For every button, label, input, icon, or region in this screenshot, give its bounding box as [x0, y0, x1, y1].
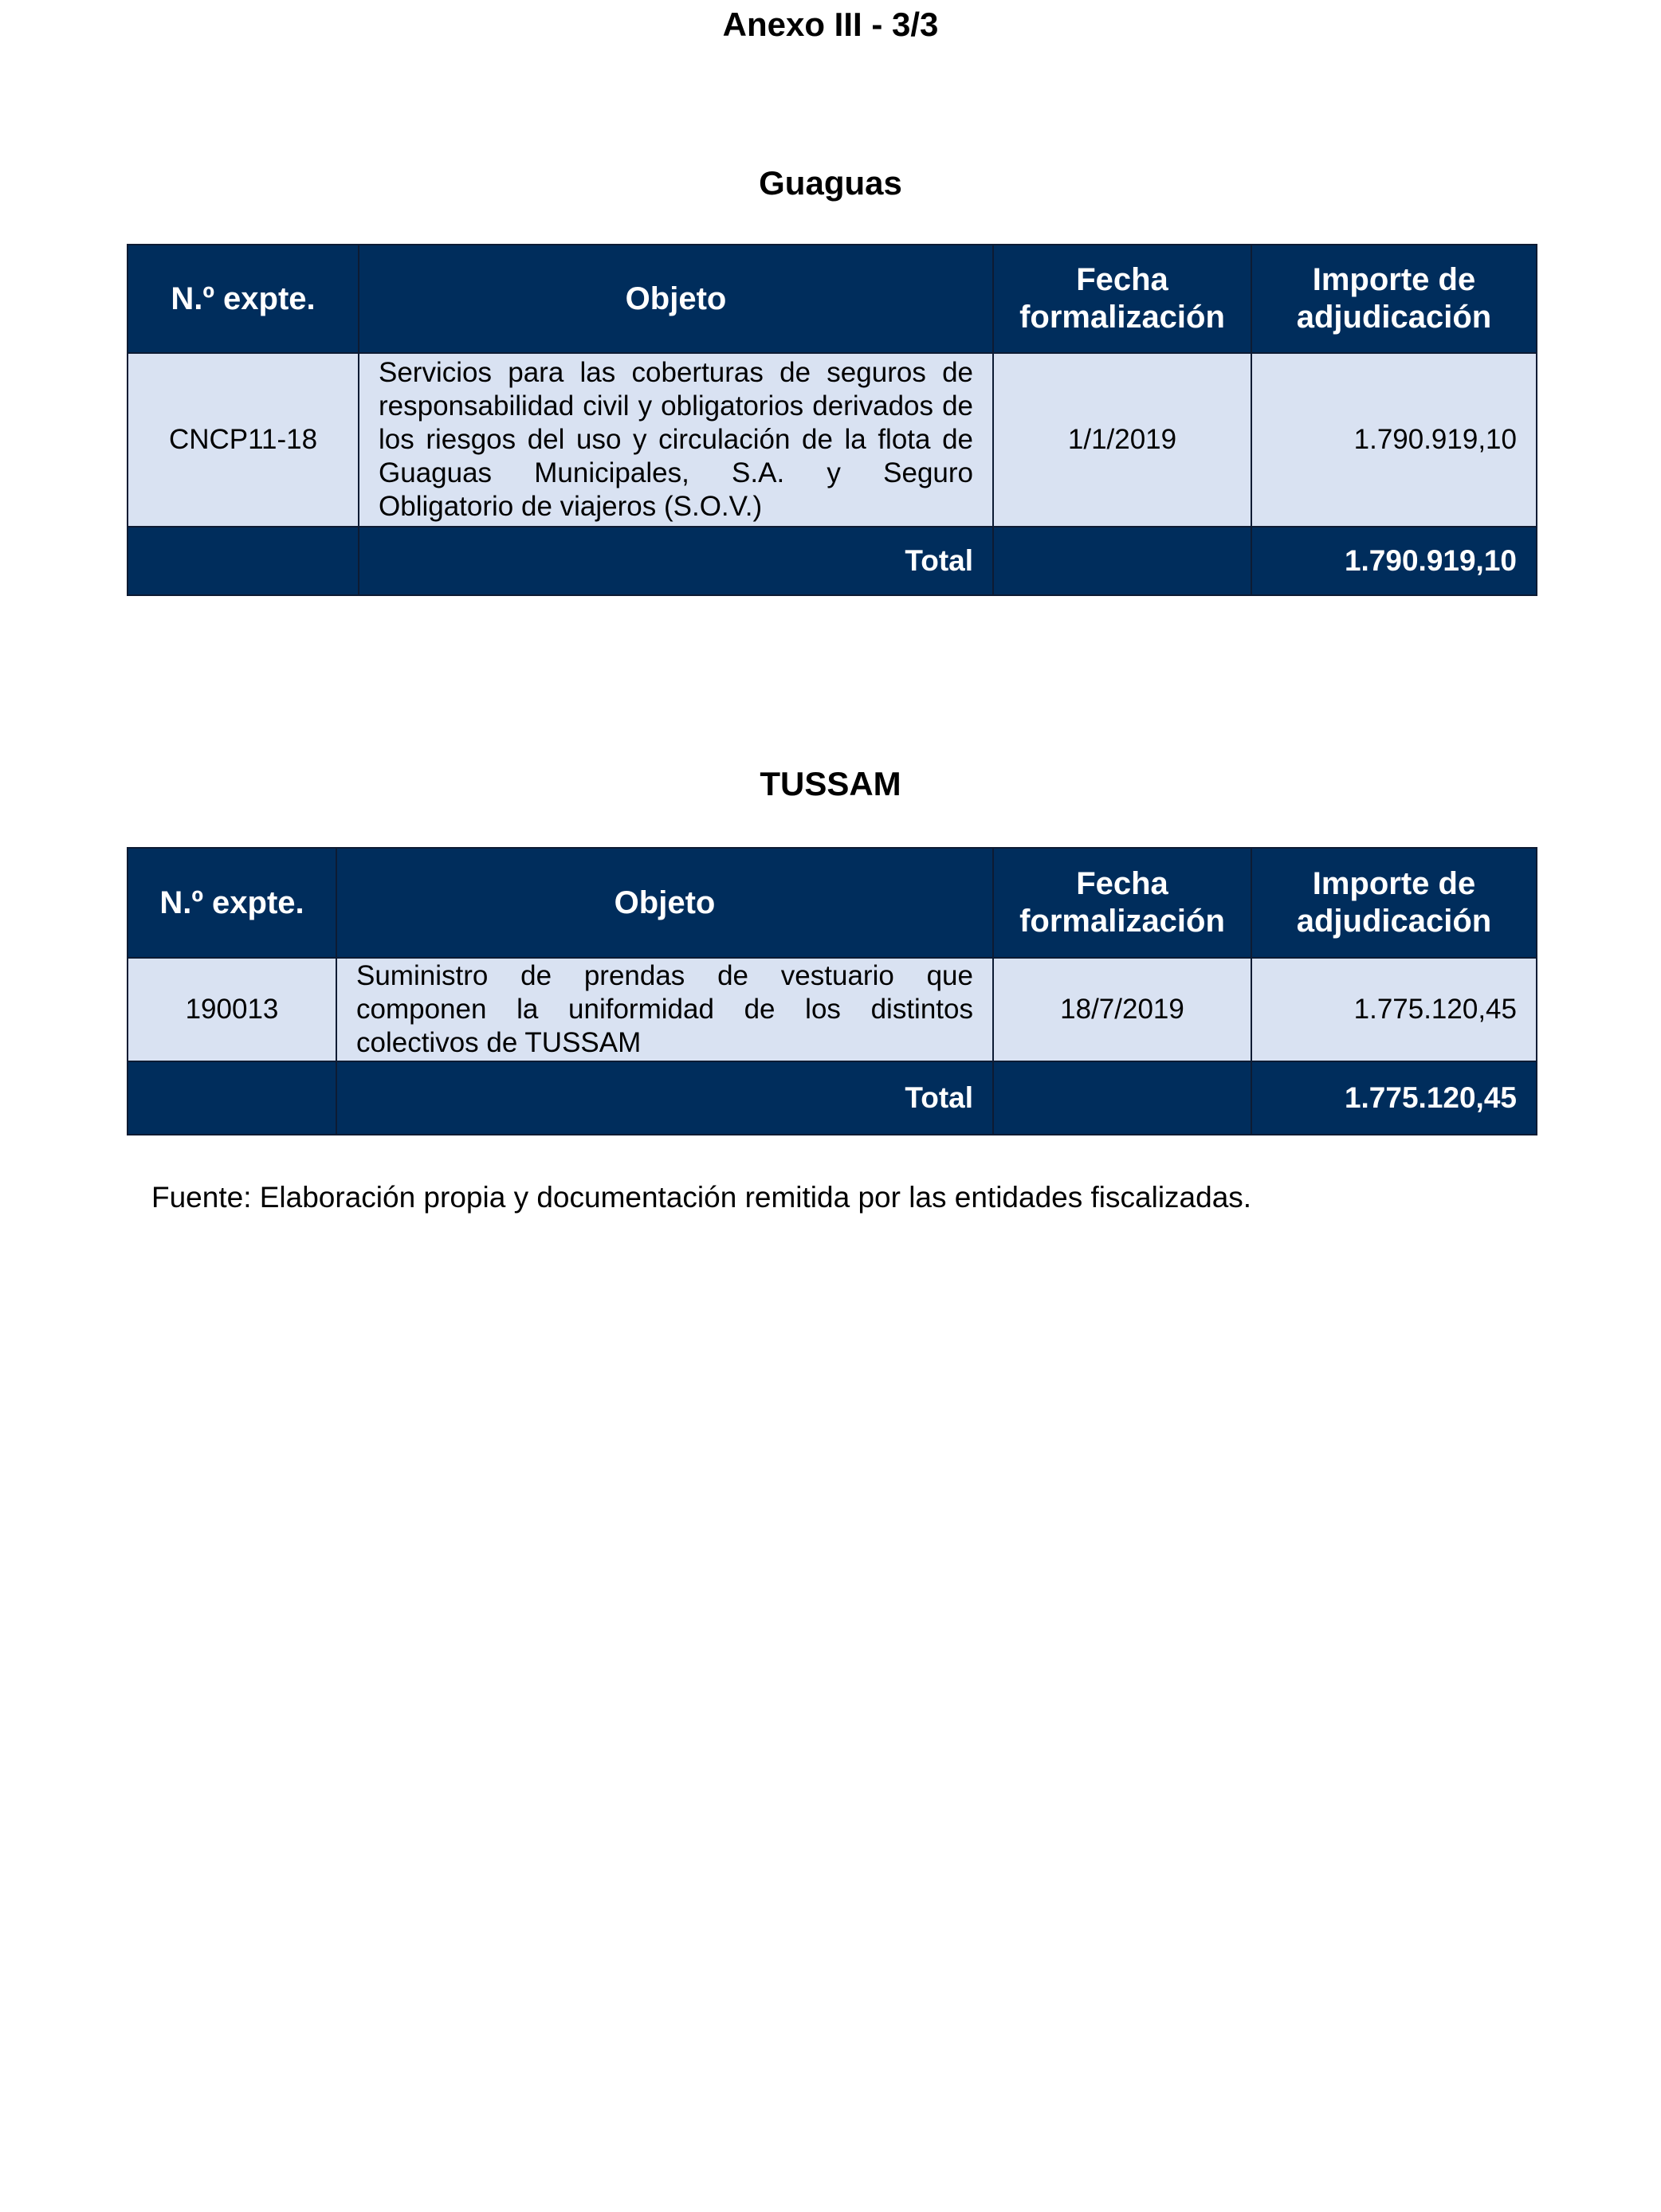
section-title-guaguas: Guaguas — [759, 164, 902, 202]
table-total-row — [128, 1061, 1537, 1135]
column-header-fecha: Fecha formalización — [993, 245, 1251, 353]
cell-fecha: 18/7/2019 — [993, 958, 1251, 1061]
cell-expediente: CNCP11-18 — [128, 353, 359, 527]
column-header-expediente: N.º expte. — [128, 245, 359, 353]
contracts-table-guaguas — [127, 244, 1537, 596]
total-empty-cell — [128, 1061, 336, 1135]
column-header-expediente: N.º expte. — [128, 848, 336, 958]
cell-objeto: Suministro de prendas de vestuario que componen la uniformidad de los distintos colectivos de TUSSAM — [336, 958, 993, 1061]
column-header-objeto: Objeto — [336, 848, 993, 958]
cell-importe: 1.790.919,10 — [1251, 353, 1537, 527]
table-header-row — [128, 848, 1537, 958]
table-total-row — [128, 527, 1537, 595]
column-header-importe: Importe de adjudicación — [1251, 848, 1537, 958]
section-title-tussam: TUSSAM — [760, 765, 901, 802]
column-header-fecha: Fecha formalización — [993, 848, 1251, 958]
total-empty-cell — [128, 527, 359, 595]
column-header-importe: Importe de adjudicación — [1251, 245, 1537, 353]
page-title: Anexo III - 3/3 — [722, 6, 939, 43]
table-row — [128, 353, 1537, 527]
total-label: Total — [359, 527, 993, 595]
column-header-objeto: Objeto — [359, 245, 993, 353]
source-note: Fuente: Elaboración propia y documentación remitida por las entidades fiscalizadas. — [151, 1181, 1252, 1214]
total-empty-cell — [993, 1061, 1251, 1135]
cell-objeto: Servicios para las coberturas de seguros de responsabilidad civil y obligatorios derivados de los riesgos del uso y circulación de la flota de Guaguas Municipales, S.A. y Seguro Obligatorio de viajeros (S.O.V.) — [359, 353, 993, 527]
table-header-row — [128, 245, 1537, 353]
total-value: 1.775.120,45 — [1251, 1061, 1537, 1135]
contracts-table-tussam — [127, 847, 1537, 1135]
total-value: 1.790.919,10 — [1251, 527, 1537, 595]
total-label: Total — [336, 1061, 993, 1135]
table-row — [128, 958, 1537, 1061]
cell-fecha: 1/1/2019 — [993, 353, 1251, 527]
total-empty-cell — [993, 527, 1251, 595]
cell-expediente: 190013 — [128, 958, 336, 1061]
cell-importe: 1.775.120,45 — [1251, 958, 1537, 1061]
